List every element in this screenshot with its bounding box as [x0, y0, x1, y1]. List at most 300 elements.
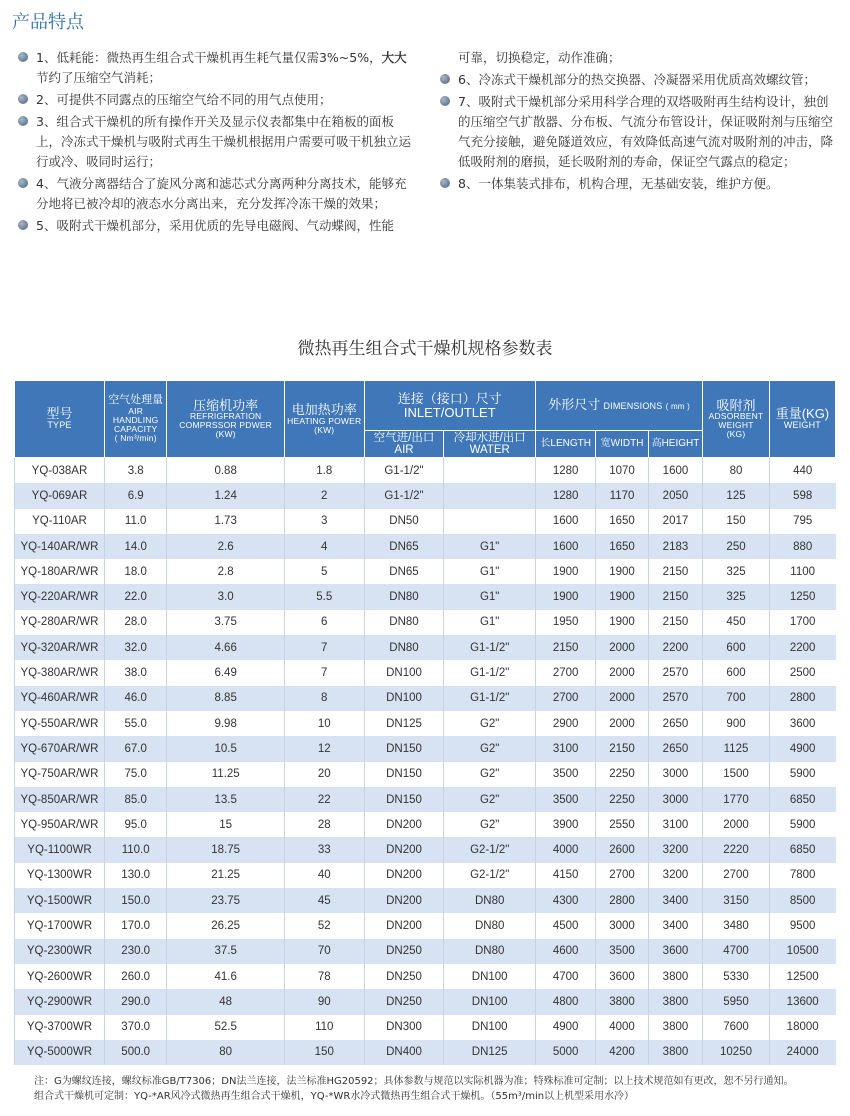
feature-text: 8、一体集装式排布，机构合理，无基础安装，维护方便。 [458, 176, 779, 191]
table-cell: 5900 [769, 762, 835, 787]
table-cell: 2800 [769, 686, 835, 711]
table-cell: 2250 [596, 787, 648, 812]
table-row [15, 711, 836, 736]
feature-item [18, 90, 416, 110]
table-cell: 23.75 [167, 888, 285, 913]
table-row [15, 762, 836, 787]
table-cell: DN200 [364, 888, 444, 913]
table-cell: DN250 [364, 964, 444, 989]
table-cell: 24000 [769, 1040, 835, 1065]
table-cell: G2" [444, 787, 536, 812]
table-cell: G1" [444, 559, 536, 584]
table-cell [444, 483, 536, 508]
table-cell: 230.0 [104, 939, 166, 964]
table-cell: DN200 [364, 837, 444, 862]
table-row [15, 509, 836, 534]
table-cell: G2" [444, 762, 536, 787]
table-cell: G2" [444, 711, 536, 736]
header-weight: 重量(KG) WEIGHT [769, 381, 835, 458]
table-cell: 1.24 [167, 483, 285, 508]
table-cell: 2150 [648, 584, 702, 609]
header-dimensions: 外形尺寸 DIMENSIONS ( mm ) [535, 381, 702, 431]
table-cell: 46.0 [104, 686, 166, 711]
table-cell: 18000 [769, 1015, 835, 1040]
table-row [15, 686, 836, 711]
table-cell: 18.0 [104, 559, 166, 584]
header-air-capacity: 空气处理量 AIR HANDLING CAPACITY ( Nm³/min) [104, 381, 166, 458]
table-cell: YQ-280AR/WR [15, 610, 105, 635]
table-cell: DN125 [364, 711, 444, 736]
feature-text: 2、可提供不同露点的压缩空气给不同的用气点使用； [36, 92, 332, 107]
table-cell: 1500 [703, 762, 770, 787]
table-cell: 2650 [648, 736, 702, 761]
feature-item [18, 174, 416, 214]
table-cell: 150 [284, 1040, 364, 1065]
table-cell: 2600 [596, 837, 648, 862]
table-cell: G1-1/2" [444, 686, 536, 711]
table-cell: 1250 [769, 584, 835, 609]
bullet-icon [18, 178, 28, 188]
table-cell: 5330 [703, 964, 770, 989]
table-cell: 880 [769, 534, 835, 559]
table-cell: 170.0 [104, 913, 166, 938]
table-cell: 2150 [596, 736, 648, 761]
features-right-column [440, 48, 838, 238]
table-cell: 2.8 [167, 559, 285, 584]
table-cell: G1-1/2" [364, 458, 444, 484]
table-row [15, 635, 836, 660]
table-cell: 450 [703, 610, 770, 635]
table-cell: 3200 [648, 837, 702, 862]
table-cell: 4300 [535, 888, 595, 913]
table-cell: 3.0 [167, 584, 285, 609]
table-cell: 4.66 [167, 635, 285, 660]
table-cell: DN300 [364, 1015, 444, 1040]
table-cell: DN200 [364, 812, 444, 837]
table-cell: 15 [167, 812, 285, 837]
bullet-icon [440, 96, 450, 106]
table-cell: G2-1/2" [444, 837, 536, 862]
table-row [15, 888, 836, 913]
table-row [15, 559, 836, 584]
header-width: 宽WIDTH [596, 431, 648, 458]
table-cell: YQ-110AR [15, 509, 105, 534]
table-cell: 2183 [648, 534, 702, 559]
table-cell: 2250 [596, 762, 648, 787]
table-cell: YQ-5000WR [15, 1040, 105, 1065]
table-cell: 3500 [596, 939, 648, 964]
table-cell: 1600 [648, 458, 702, 484]
table-cell: 70 [284, 939, 364, 964]
table-cell: 1.8 [284, 458, 364, 484]
table-cell: 3600 [648, 939, 702, 964]
header-connection: 连接（接口）尺寸 INLET/OUTLET [364, 381, 535, 431]
table-cell: 7800 [769, 863, 835, 888]
section-title: 产品特点 [12, 12, 84, 33]
table-cell: 6850 [769, 837, 835, 862]
table-cell: YQ-460AR/WR [15, 686, 105, 711]
bullet-icon [440, 178, 450, 188]
table-cell: 1100 [769, 559, 835, 584]
table-cell: 1125 [703, 736, 770, 761]
feature-text: 4、气液分离器结合了旋风分离和滤芯式分离两种分离技术，能够 [36, 176, 394, 191]
table-cell: 28 [284, 812, 364, 837]
table-cell: 33 [284, 837, 364, 862]
table-row [15, 837, 836, 862]
table-row [15, 1015, 836, 1040]
bullet-icon [18, 94, 28, 104]
table-cell: DN80 [444, 888, 536, 913]
bullet-icon [18, 52, 28, 62]
header-type: 型号 TYPE [15, 381, 105, 458]
table-cell: 4 [284, 534, 364, 559]
header-water-inlet: 冷却水进/出口 WATER [444, 431, 536, 458]
table-cell: 3600 [596, 964, 648, 989]
feature-text: 1、低耗能：微热再生组合式干燥机再生耗气量仅需3%~5%， [36, 50, 382, 65]
table-cell: 125 [703, 483, 770, 508]
table-cell: 7600 [703, 1015, 770, 1040]
table-cell: 22.0 [104, 584, 166, 609]
table-cell: 0.88 [167, 458, 285, 484]
table-cell: G2-1/2" [444, 863, 536, 888]
feature-text-cont: 节约了压缩空气消耗； [36, 70, 162, 85]
feature-item [18, 48, 416, 88]
table-cell: 3000 [648, 787, 702, 812]
header-compressor-power: 压缩机功率 REFRIGFRATION COMPRSSOR PDWER (KW) [167, 381, 285, 458]
table-cell: 40 [284, 863, 364, 888]
table-cell: 4800 [535, 989, 595, 1014]
feature-text-cont: 纹管； [778, 72, 816, 87]
table-cell: 600 [703, 660, 770, 685]
table-cell: 13.5 [167, 787, 285, 812]
table-cell: 9.98 [167, 711, 285, 736]
table-cell: 8500 [769, 888, 835, 913]
table-cell: 48 [167, 989, 285, 1014]
bullet-icon [18, 220, 28, 230]
table-cell: 11.0 [104, 509, 166, 534]
table-cell: YQ-1500WR [15, 888, 105, 913]
table-cell: 1650 [596, 534, 648, 559]
table-cell: 4500 [535, 913, 595, 938]
table-cell: DN80 [444, 913, 536, 938]
table-cell: 5900 [769, 812, 835, 837]
table-cell: 4900 [769, 736, 835, 761]
table-cell: 3500 [535, 762, 595, 787]
table-cell: 3100 [535, 736, 595, 761]
table-cell: 3800 [596, 989, 648, 1014]
table-cell: 52.5 [167, 1015, 285, 1040]
table-cell: DN400 [364, 1040, 444, 1065]
table-cell: 260.0 [104, 964, 166, 989]
table-cell: 6 [284, 610, 364, 635]
table-cell: G1" [444, 610, 536, 635]
table-cell: YQ-140AR/WR [15, 534, 105, 559]
table-cell: 3800 [648, 964, 702, 989]
table-cell: DN65 [364, 559, 444, 584]
table-cell: 2800 [596, 888, 648, 913]
spec-table [14, 380, 836, 1065]
table-cell: 2000 [596, 711, 648, 736]
table-cell: 55.0 [104, 711, 166, 736]
table-cell: 5 [284, 559, 364, 584]
table-cell: DN150 [364, 787, 444, 812]
table-cell: 78 [284, 964, 364, 989]
table-cell: 1700 [769, 610, 835, 635]
table-cell: 8.85 [167, 686, 285, 711]
table-cell: 2200 [648, 635, 702, 660]
feature-text: 7、吸附式干燥机部分采用科学合理的双塔吸附再生结构设 [458, 94, 779, 109]
feature-item [440, 92, 838, 172]
feature-item [18, 216, 416, 236]
table-cell: 10250 [703, 1040, 770, 1065]
table-cell: 3900 [535, 812, 595, 837]
table-cell: 795 [769, 509, 835, 534]
table-cell: 2000 [596, 686, 648, 711]
table-cell: DN65 [364, 534, 444, 559]
table-cell: 20 [284, 762, 364, 787]
table-cell: 325 [703, 584, 770, 609]
table-cell: 2700 [535, 686, 595, 711]
note-line: 注：G为螺纹连接，螺纹标准GB/T7306；DN法兰连接，法兰标准HG20592；具体参数与规范以实际机器为准；特殊标准可定制；以上技术规范如有更改，恕不另行通知。 [34, 1076, 794, 1087]
table-cell: 4900 [535, 1015, 595, 1040]
feature-text-cont: 计，独创的压缩空气扩散器、分布板、气流分布管设计，保证吸附剂与压缩空气充分接触，避免隧道效应，有效降低高速气流对吸附剂的冲击，降低吸附剂的磨损，延长吸附剂的寿命，保证空气露点的稳定； [458, 94, 834, 169]
table-cell: DN50 [364, 509, 444, 534]
table-cell: DN150 [364, 736, 444, 761]
table-cell: DN100 [364, 660, 444, 685]
table-cell: 3400 [648, 913, 702, 938]
table-cell: 95.0 [104, 812, 166, 837]
table-cell: 75.0 [104, 762, 166, 787]
table-cell: 500.0 [104, 1040, 166, 1065]
table-cell: G1-1/2" [364, 483, 444, 508]
table-cell: 3000 [596, 913, 648, 938]
table-cell: 325 [703, 559, 770, 584]
header-height: 高HEIGHT [648, 431, 702, 458]
feature-item [18, 112, 416, 172]
table-cell: 1950 [535, 610, 595, 635]
table-cell: DN80 [444, 939, 536, 964]
table-cell: DN100 [444, 964, 536, 989]
table-cell: 10 [284, 711, 364, 736]
table-cell: 2700 [596, 863, 648, 888]
feature-bold: 大大 [381, 50, 407, 65]
table-cell: YQ-1700WR [15, 913, 105, 938]
table-cell: 130.0 [104, 863, 166, 888]
table-cell: 12 [284, 736, 364, 761]
table-row [15, 610, 836, 635]
table-cell: 3 [284, 509, 364, 534]
table-cell: 41.6 [167, 964, 285, 989]
table-row [15, 787, 836, 812]
table-cell: G1-1/2" [444, 635, 536, 660]
table-cell: 2650 [648, 711, 702, 736]
table-cell: 12500 [769, 964, 835, 989]
table-cell: 11.25 [167, 762, 285, 787]
table-cell [444, 458, 536, 484]
table-cell: 45 [284, 888, 364, 913]
table-cell: 2000 [596, 635, 648, 660]
table-cell: DN100 [444, 989, 536, 1014]
table-cell: DN125 [444, 1040, 536, 1065]
table-cell: 1900 [596, 584, 648, 609]
table-cell: 2500 [769, 660, 835, 685]
table-cell: 1900 [596, 610, 648, 635]
table-cell: 1650 [596, 509, 648, 534]
table-cell: YQ-2600WR [15, 964, 105, 989]
table-cell: 2700 [535, 660, 595, 685]
table-cell: 3480 [703, 913, 770, 938]
table-cell: DN80 [364, 635, 444, 660]
table-cell: YQ-2900WR [15, 989, 105, 1014]
table-cell: 13600 [769, 989, 835, 1014]
table-cell: DN200 [364, 863, 444, 888]
table-cell: 3150 [703, 888, 770, 913]
table-cell: 10500 [769, 939, 835, 964]
table-row [15, 483, 836, 508]
table-cell: 370.0 [104, 1015, 166, 1040]
table-cell: 290.0 [104, 989, 166, 1014]
table-row [15, 736, 836, 761]
table-cell: DN250 [364, 989, 444, 1014]
table-cell: 7 [284, 635, 364, 660]
table-cell: 1600 [535, 534, 595, 559]
table-cell: 6.49 [167, 660, 285, 685]
table-cell: 2220 [703, 837, 770, 862]
feature-text-cont: 充分地将已被冷却的液态水分离出来，充分发挥冷冻干燥的效果； [36, 176, 407, 211]
table-row [15, 939, 836, 964]
table-cell: YQ-038AR [15, 458, 105, 484]
table-cell: G1-1/2" [444, 660, 536, 685]
table-cell: 598 [769, 483, 835, 508]
table-cell: 2017 [648, 509, 702, 534]
table-cell: 4000 [535, 837, 595, 862]
header-length: 长LENGTH [535, 431, 595, 458]
table-cell: YQ-850AR/WR [15, 787, 105, 812]
table-row [15, 989, 836, 1014]
table-cell: 2550 [596, 812, 648, 837]
table-cell: 2.6 [167, 534, 285, 559]
table-cell: 600 [703, 635, 770, 660]
table-cell: 900 [703, 711, 770, 736]
table-cell: 4200 [596, 1040, 648, 1065]
table-cell: 5950 [703, 989, 770, 1014]
table-cell: 110 [284, 1015, 364, 1040]
bullet-icon [18, 116, 28, 126]
table-cell: DN250 [364, 939, 444, 964]
table-cell: 90 [284, 989, 364, 1014]
feature-item [440, 70, 838, 90]
table-cell: 2570 [648, 660, 702, 685]
table-cell: 1280 [535, 483, 595, 508]
note-line: 组合式干燥机可定制：YQ-*AR风冷式微热再生组合式干燥机，YQ-*WR水冷式微热再生组合式干燥机。（55m³/min以上机型采用水冷） [34, 1091, 635, 1102]
table-row [15, 863, 836, 888]
features [18, 48, 838, 238]
notes [34, 1074, 794, 1104]
table-cell: YQ-220AR/WR [15, 584, 105, 609]
table-cell: YQ-180AR/WR [15, 559, 105, 584]
table-row [15, 458, 836, 484]
table-cell: 2000 [596, 660, 648, 685]
table-cell: 3600 [769, 711, 835, 736]
table-cell: DN200 [364, 913, 444, 938]
table-cell: 150.0 [104, 888, 166, 913]
feature-continuation: 可靠，切换稳定，动作准确； [458, 50, 621, 65]
table-cell: 28.0 [104, 610, 166, 635]
table-cell [444, 509, 536, 534]
table-cell: 67.0 [104, 736, 166, 761]
table-cell: 2150 [648, 559, 702, 584]
table-cell: 110.0 [104, 837, 166, 862]
table-cell: 38.0 [104, 660, 166, 685]
table-cell: 1900 [596, 559, 648, 584]
table-cell: 5000 [535, 1040, 595, 1065]
table-cell: YQ-670AR/WR [15, 736, 105, 761]
table-cell: 80 [167, 1040, 285, 1065]
table-cell: 4700 [703, 939, 770, 964]
table-row [15, 812, 836, 837]
table-cell: 2000 [703, 812, 770, 837]
table-cell: DN80 [364, 584, 444, 609]
table-cell: 2 [284, 483, 364, 508]
table-cell: 3000 [648, 762, 702, 787]
table-cell: 14.0 [104, 534, 166, 559]
table-cell: YQ-550AR/WR [15, 711, 105, 736]
table-cell: 3800 [648, 1040, 702, 1065]
table-cell: DN150 [364, 762, 444, 787]
table-cell: 1900 [535, 584, 595, 609]
table-cell: 1070 [596, 458, 648, 484]
table-cell: YQ-3700WR [15, 1015, 105, 1040]
table-row [15, 584, 836, 609]
table-cell: 3400 [648, 888, 702, 913]
table-cell: 2150 [535, 635, 595, 660]
table-row [15, 913, 836, 938]
table-cell: 9500 [769, 913, 835, 938]
table-cell: G1" [444, 534, 536, 559]
header-adsorbent: 吸附剂 ADSORBENT WEIGHT (KG) [703, 381, 770, 458]
table-cell: 4600 [535, 939, 595, 964]
table-cell: 2700 [703, 863, 770, 888]
header-air-inlet: 空气进/出口 AIR [364, 431, 444, 458]
table-row [15, 534, 836, 559]
table-cell: 3800 [648, 1015, 702, 1040]
table-cell: 2570 [648, 686, 702, 711]
table-cell: 1770 [703, 787, 770, 812]
table-cell: 1.73 [167, 509, 285, 534]
table-cell: DN80 [364, 610, 444, 635]
table-cell: 4700 [535, 964, 595, 989]
table-cell: YQ-1100WR [15, 837, 105, 862]
feature-text-cont: 上，冷冻式干燥机与吸附式再生干燥机根据用户需要可吸干机独立运行或冷、吸同时运行； [36, 134, 412, 169]
table-cell: 5.5 [284, 584, 364, 609]
table-cell: 37.5 [167, 939, 285, 964]
table-cell: 1900 [535, 559, 595, 584]
table-cell: G2" [444, 812, 536, 837]
table-cell: 2900 [535, 711, 595, 736]
table-cell: 85.0 [104, 787, 166, 812]
table-cell: YQ-069AR [15, 483, 105, 508]
table-cell: 1600 [535, 509, 595, 534]
table-cell: 700 [703, 686, 770, 711]
table-cell: 3100 [648, 812, 702, 837]
table-cell: YQ-1300WR [15, 863, 105, 888]
table-cell: 80 [703, 458, 770, 484]
table-row [15, 1040, 836, 1065]
table-cell: DN100 [444, 1015, 536, 1040]
table-cell: 21.25 [167, 863, 285, 888]
feature-text: 3、组合式干燥机的所有操作开关及显示仪表都集中在箱板的面板 [36, 114, 394, 129]
table-cell: 3.75 [167, 610, 285, 635]
